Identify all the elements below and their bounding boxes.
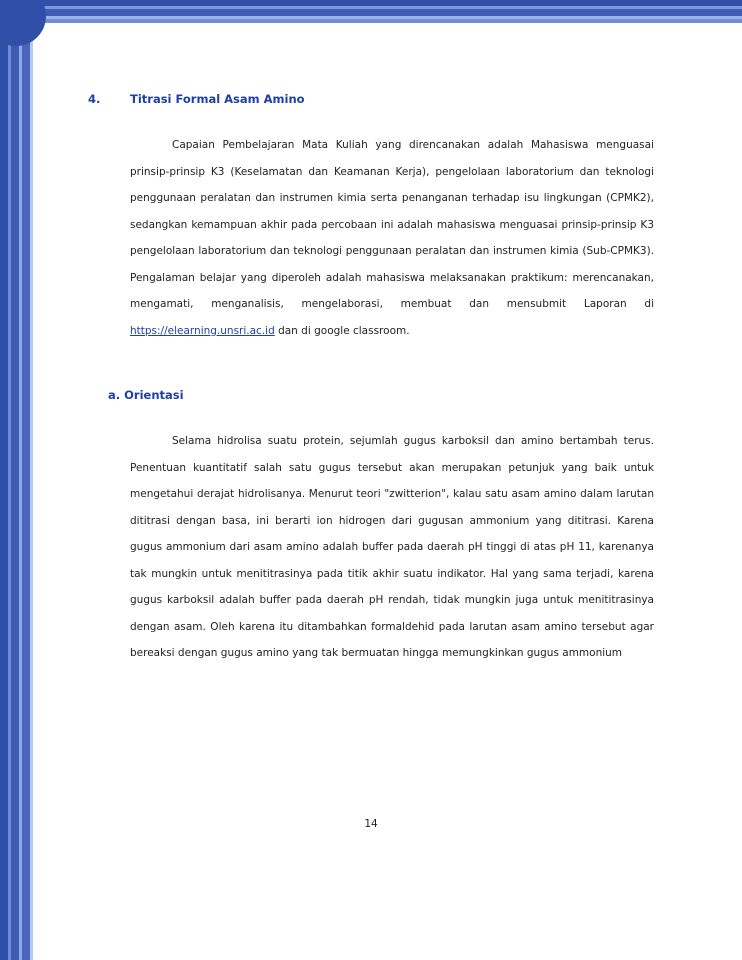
corner-circle-decoration xyxy=(0,0,46,46)
section-paragraph xyxy=(130,132,654,344)
subsection-heading: a. Orientasi xyxy=(108,388,184,402)
paragraph-text-end: dan di google classroom. xyxy=(274,324,410,337)
section-number: 4. xyxy=(88,92,101,106)
page-content xyxy=(88,92,654,667)
subsection-paragraph: Selama hidrolisa suatu protein, sejumlah gugus karboksil dan amino bertambah terus. Penentuan kuantitatif salah satu gugus tersebut akan merupakan petunjuk yang baik untuk mengetahui derajat hidrolisanya. Menurut teori "zwitterion", kalau satu asam amino dalam larutan dititrasi dengan basa, ini berarti ion hidrogen dari gugusan ammonium yang dititrasi. Karena gugus ammonium dari asam amino adalah buffer pada daerah pH tinggi di atas pH 11, karenanya tak mungkin untuk menititrasinya pada titik akhir suatu indikator. Hal yang sama terjadi, karena gugus karboksil adalah buffer pada daerah pH rendah, tidak mungkin juga untuk menititrasinya dengan asam. Oleh karena itu ditambahkan formaldehid pada larutan asam amino tersebut agar bereaksi dengan gugus amino yang tak bermuatan hingga memungkinkan gugus ammonium xyxy=(130,435,654,659)
paragraph-text: Capaian Pembelajaran Mata Kuliah yang direncanakan adalah Mahasiswa menguasai prinsip-prinsip K3 (Keselamatan dan Keamanan Kerja), pengelolaan laboratorium dan teknologi penggunaan peralatan dan instrumen kimia serta penanganan terhadap isu lingkungan (CPMK2), sedangkan kemampuan akhir pada percobaan ini adalah mahasiswa menguasai prinsip-prinsip K3 pengelolaan laboratorium dan teknologi penggunaan peralatan dan instrumen kimia (Sub-CPMK3). Pengalaman belajar yang diperoleh adalah mahasiswa melaksanakan praktikum: merencanakan, mengamati, menganalisis, mengelaborasi, membuat dan mensubmit Laporan di xyxy=(130,139,654,310)
page-number: 14 xyxy=(364,818,378,830)
top-border-decoration xyxy=(0,0,742,26)
section-heading xyxy=(88,92,654,106)
elearning-link[interactable]: https://elearning.unsri.ac.id xyxy=(130,324,275,337)
section-title: Titrasi Formal Asam Amino xyxy=(130,92,305,106)
left-border-decoration xyxy=(0,0,36,960)
